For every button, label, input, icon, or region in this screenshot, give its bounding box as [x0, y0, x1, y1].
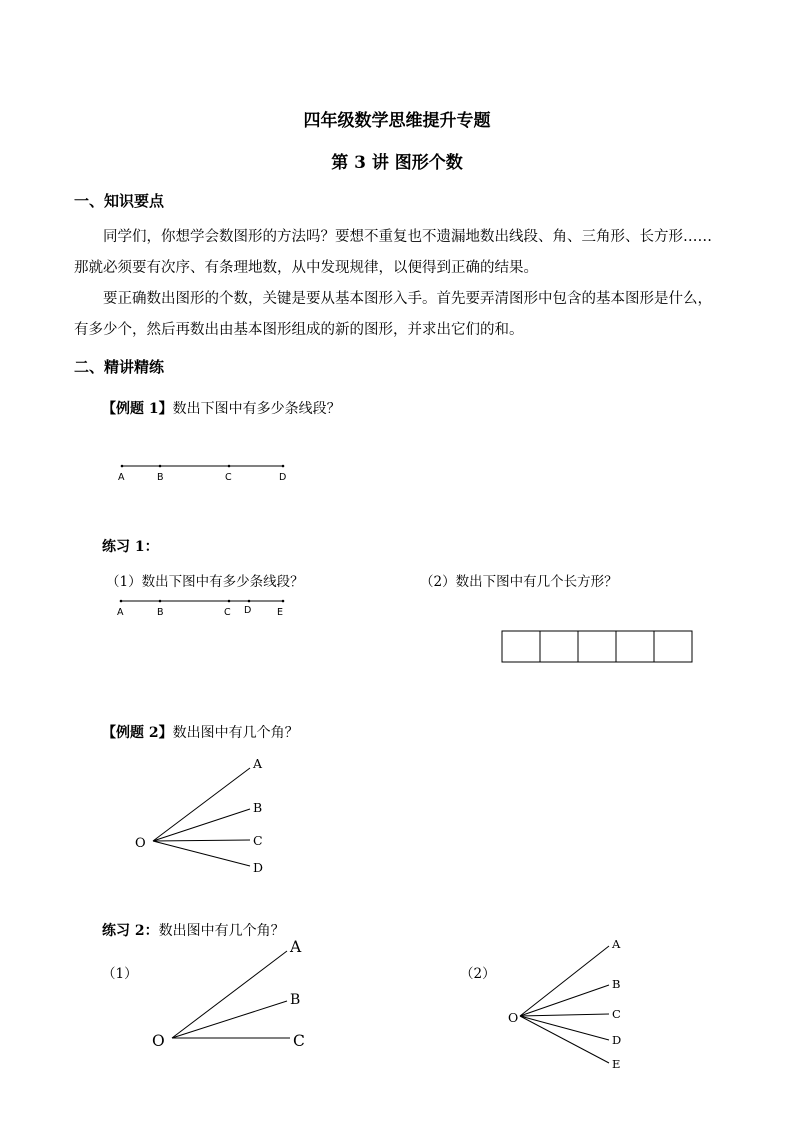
knowledge-paragraph-1: 同学们，你想学会数图形的方法吗？要想不重复也不遗漏地数出线段、角、三角形、长方形……那就必须要有次序、有条理地数，从中发现规律，以便得到正确的结果。	[74, 229, 712, 276]
point-label: D	[244, 605, 252, 616]
segment-point	[121, 465, 124, 468]
practice-1-part-2-label: （2）	[420, 574, 456, 590]
angle-ray	[520, 985, 609, 1016]
example-1-label: 【例题 1】	[102, 401, 173, 417]
point-label: B	[157, 607, 164, 618]
point-label: C	[225, 472, 232, 483]
angle-ray	[172, 1001, 287, 1038]
angle-ray	[520, 1014, 609, 1016]
ray-label: D	[612, 1033, 622, 1047]
example-2-angle-figure	[135, 756, 263, 875]
ray-label: B	[253, 800, 263, 815]
point-label: B	[157, 472, 164, 483]
segment-point	[282, 600, 285, 603]
practice-2-text: 数出图中有几个角？	[158, 923, 285, 939]
practice-2-angle-figure-1	[152, 938, 305, 1050]
practice-1-part-1-question	[106, 570, 304, 590]
ray-label: D	[253, 860, 264, 875]
segment-point	[228, 600, 231, 603]
angle-ray	[153, 768, 250, 841]
ray-label: C	[293, 1032, 305, 1050]
segment-point	[120, 600, 123, 603]
segment-point	[228, 465, 231, 468]
angle-ray	[153, 840, 250, 841]
point-label: C	[224, 607, 231, 618]
ray-label: B	[290, 992, 301, 1008]
section-heading-practice: 二、精讲精练	[74, 358, 165, 376]
angle-ray	[520, 1016, 609, 1063]
segment-point	[248, 600, 251, 603]
ray-label: A	[253, 756, 263, 771]
vertex-label: O	[508, 1010, 519, 1025]
ray-label: A	[290, 938, 302, 956]
ray-label: A	[612, 937, 621, 951]
example-2-label: 【例题 2】	[102, 725, 173, 741]
page-title: 四年级数学思维提升专题	[303, 111, 491, 131]
section-heading-knowledge: 一、知识要点	[74, 192, 165, 210]
practice-1-segment-figure	[117, 600, 284, 618]
ray-label: C	[253, 833, 263, 848]
practice-2-part-2-label: （2）	[460, 966, 496, 982]
knowledge-paragraph-2: 要正确数出图形的个数，关键是要从基本图形入手。首先要弄清图形中包含的基本图形是什么，有多少个，然后再数出由基本图形组成的新的图形，并求出它们的和。	[74, 291, 712, 338]
example-1-segment-figure	[118, 465, 286, 483]
practice-1-part-2-text: 数出下图中有几个长方形？	[455, 574, 618, 590]
segment-point	[159, 465, 162, 468]
angle-ray	[520, 946, 609, 1016]
point-label: A	[118, 472, 125, 483]
ray-label: B	[612, 977, 621, 991]
vertex-label: O	[152, 1032, 165, 1050]
practice-2-label: 练习 2：	[102, 923, 159, 939]
ray-label: C	[612, 1007, 621, 1021]
practice-1-label: 练习 1：	[102, 539, 159, 555]
angle-ray	[153, 841, 250, 866]
angle-ray	[153, 809, 250, 841]
practice-1-part-2-question	[420, 570, 618, 590]
segment-point	[159, 600, 162, 603]
point-label: E	[277, 607, 284, 618]
practice-2-angle-figure-2	[508, 937, 621, 1071]
angle-ray	[520, 1016, 609, 1040]
practice-2-part-1-label: （1）	[102, 966, 138, 982]
angle-ray	[172, 951, 287, 1038]
point-label: D	[279, 472, 287, 483]
segment-point	[282, 465, 285, 468]
example-2-text: 数出图中有几个角？	[172, 725, 299, 741]
ray-label: E	[612, 1057, 621, 1071]
vertex-label: O	[135, 836, 146, 851]
lesson-subtitle: 第 3 讲 图形个数	[331, 153, 463, 173]
practice-1-part-1-label: （1）	[106, 574, 142, 590]
rectangle-outline	[502, 631, 692, 662]
example-1-text: 数出下图中有多少条线段？	[172, 401, 341, 417]
example-2-question	[102, 722, 299, 742]
practice-1-part-1-text: 数出下图中有多少条线段？	[141, 574, 304, 590]
practice-1-rectangle-figure	[502, 631, 692, 662]
practice-2-question	[102, 920, 285, 940]
point-label: A	[117, 607, 124, 618]
